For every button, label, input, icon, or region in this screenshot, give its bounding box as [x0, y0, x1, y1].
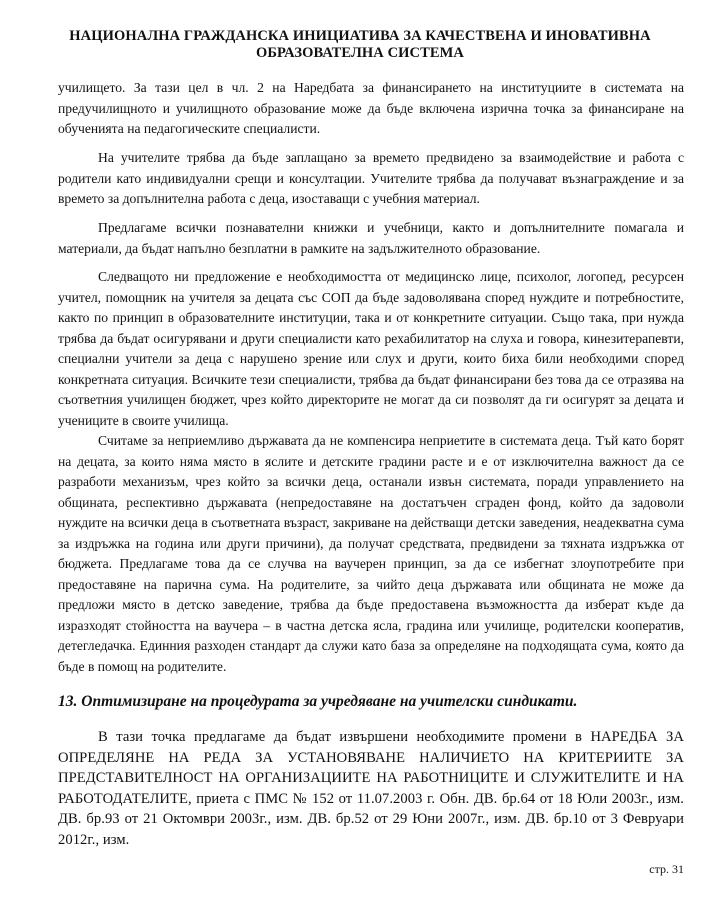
document-header	[60, 28, 660, 62]
paragraph-specialists: Следващото ни предложение е необходимостта от медицинско лице, психолог, логопед, ресурсен учител, помощник на учителя за децата със СОП да бъде задоволявана според нуждите и потребностите, както по принцип в образователните институции, така и от конкретните ситуации. Също така, при нужда трябва да бъдат осигурявани и други специалисти като рехабилитатор на слуха и говора, кинезитерапевти, специални учители за деца с нарушено зрение или слух и други, които биха били необходими според конкретната ситуация. Всичките тези специалисти, трябва да бъдат финансирани без това да се отразява на съответния училищен бюджет, чрез който директорите не могат да си позволят да ги осигурят за децата и учениците в своите училища.	[58, 269, 684, 428]
header-line-2: ОБРАЗОВАТЕЛНА СИСТЕМА	[255, 45, 465, 61]
page-number: стр. 31	[649, 862, 684, 876]
section-heading: 13. Оптимизиране на процедурата за учредяване на учителски синдикати.	[58, 693, 578, 710]
header-line-1: НАЦИОНАЛНА ГРАЖДАНСКА ИНИЦИАТИВА ЗА КАЧЕСТВЕНА И ИНОВАТИВНА	[69, 28, 651, 44]
paragraph-regulation: В тази точка предлагаме да бъдат извършени необходимите промени в НАРЕДБА ЗА ОПРЕДЕЛЯНЕ НА РЕДА ЗА УСТАНОВЯВАНЕ НАЛИЧИЕТО НА КРИТЕРИИТЕ ЗА ПРЕДСТАВИТЕЛНОСТ НА ОРГАНИЗАЦИИТЕ НА РАБОТНИЦИТЕ И СЛУЖИТЕЛИТЕ И НА РАБОТОДАТЕЛИТЕ, приета с ПМС № 152 от 11.07.2003 г. Обн. ДВ. бр.64 от 18 Юли 2003г., изм. ДВ. бр.93 от 21 Октомври 2003г., изм. ДВ. бр.52 от 29 Юни 2007г., изм. ДВ. бр.10 от 3 Февруари 2012г., изм.	[58, 729, 684, 848]
paragraph-teacher-pay: На учителите трябва да бъде заплащано за времето предвидено за взаимодействие и работа с родители като индивидуални срещи и консултации. Учителите трябва да получават възнаграждение и за времето за допълнителна работа с деца, изоставащи с учебния материал.	[58, 150, 684, 206]
paragraph-voucher: Считаме за неприемливо държавата да не компенсира неприетите в системата деца. Тъй като борят на децата, за които няма място в яслите и детските градини расте и е от изключителна важност да се разработи механизъм, чрез който за всички деца, останали извън системата, поради управлението на общината, респективно държавата (непредоставяне на достатъчен сграден фонд, който да задоволи нуждите на всички деца в съответната възраст, закриване на действащи детски заведения, неадекватна сума за издръжка на година или други причини), да получат средствата, предвидени за тяхната издръжка от бюджета. Предлагаме това да се случва на ваучерен принцип, за да се избегнат злоупотребите при предоставяне на парична сума. На родителите, за чийто деца държавата или общината не може да предложи място в детско заведение, трябва да бъде предоставена възможността да изберат къде да изразходят стойността на ваучера – в частна детска ясла, градина или училище, родителски кооператив, детегледачка. Единния разходен стандарт да служи като база за определяне на подходящата сума, която да бъде в помощ на родителите.	[58, 433, 684, 674]
paragraph-free-textbooks: Предлагаме всички познавателни книжки и учебници, както и допълнителните помагала и материали, да бъдат напълно безплатни в рамките на задължителното образование.	[58, 220, 684, 256]
paragraph-continuation: училището. За тази цел в чл. 2 на Наредбата за финансирането на институциите в системата на предучилищното и училищното образование може да бъде включена изрична точка за финансиране на обученията на педагогическите специалисти.	[58, 80, 684, 136]
